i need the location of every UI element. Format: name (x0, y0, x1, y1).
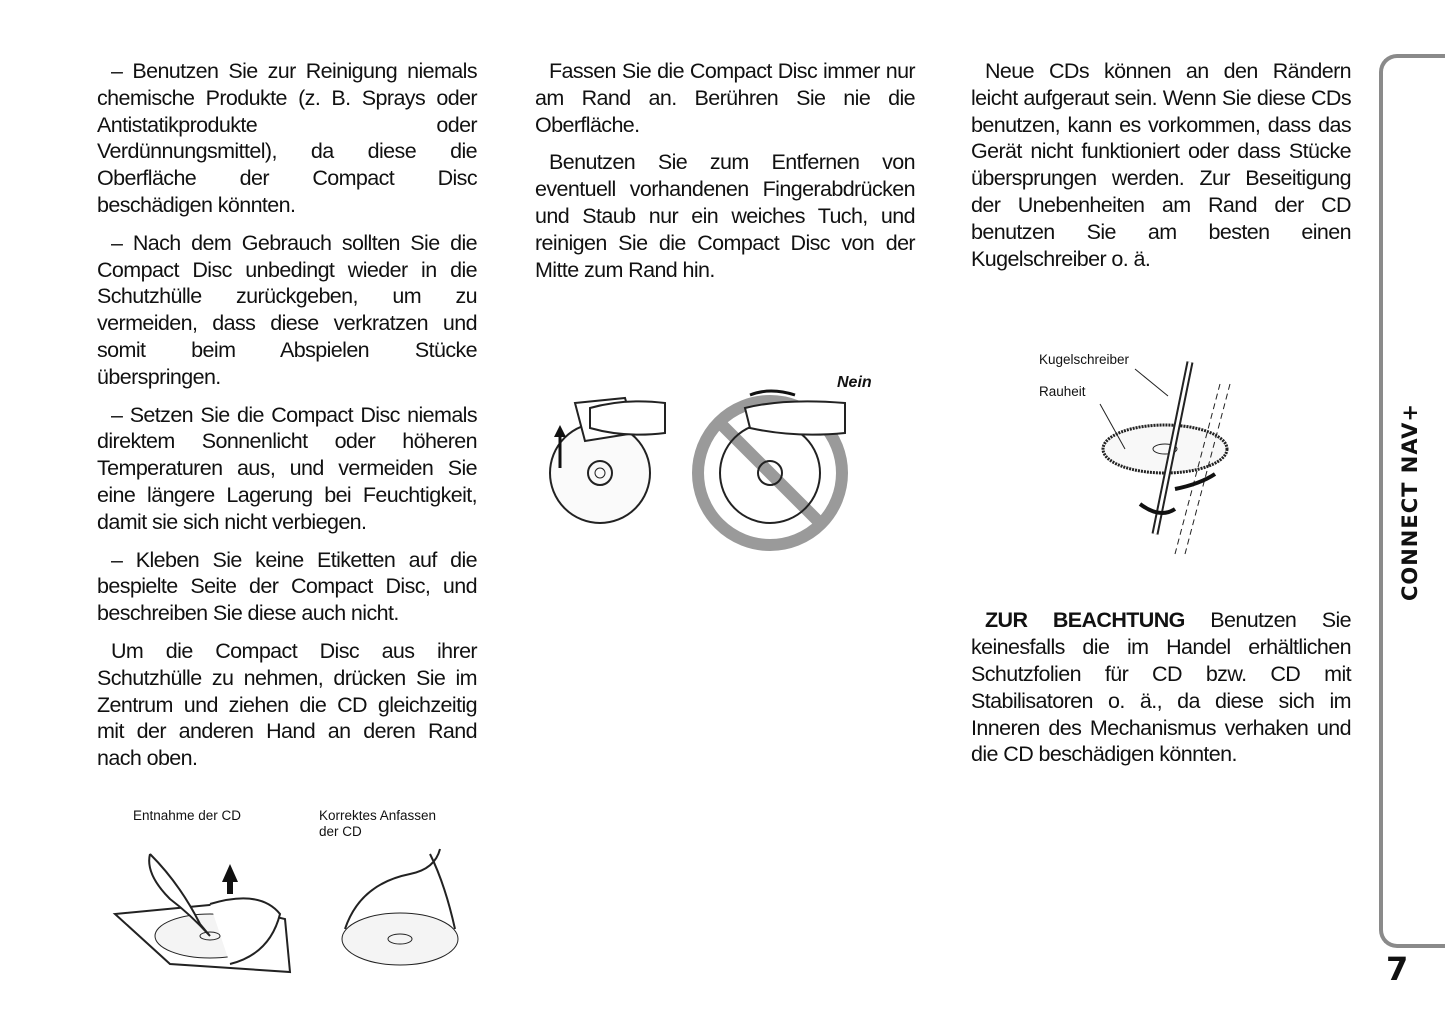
cd-removal-illustration (110, 844, 480, 978)
column-right (971, 58, 1351, 768)
figure-label-no: Nein (837, 374, 872, 392)
cd-removal-figure (97, 808, 477, 978)
cd-pen-illustration (1090, 354, 1250, 564)
paragraph: – Setzen Sie die Compact Disc niemals direktem Sonnenlicht oder höheren Temperaturen aus, und vermeiden Sie eine längere Lagerung bei Feuchtigkeit, damit sie sich nicht verbiegen. (97, 402, 477, 534)
paragraph: Um die Compact Disc aus ihrer Schutzhülle zu nehmen, drücken Sie im Zentrum und ziehen die CD gleichzeitig mit der anderen Hand an deren Rand nach oben. (97, 638, 477, 771)
note-text: Benutzen Sie keinesfalls die im Handel erhältlichen Schutzfolien für CD bzw. CD mit Stabilisatoren o. ä., da diese sich im Inneren des Mechanismus verhaken und die CD beschädigen könnten. (971, 608, 1352, 767)
column-middle (535, 58, 915, 563)
paragraph: Benutzen Sie zum Entfernen von eventuell vorhandenen Fingerabdrücken und Staub nur ein weiches Tuch, und reinigen Sie die Compact Disc von der Mitte zum Rand hin. (535, 150, 915, 282)
column-left (97, 58, 477, 978)
figure-label-roughness: Rauheit (1039, 384, 1086, 400)
figure-label-pen: Kugelschreiber (1039, 352, 1130, 368)
figure-label-holding: Korrektes Anfassen der CD (319, 807, 437, 839)
cd-cleaning-illustration (545, 373, 885, 553)
paragraph: – Benutzen Sie zur Reinigung niemals chemische Produkte (z. B. Sprays oder Antistatikprodukte oder Verdünnungsmittel), da diese die Oberfläche der Compact Disc beschädigen könnten. (97, 59, 477, 217)
paragraph: Neue CDs können an den Rändern leicht aufgeraut sein. Wenn Sie diese CDs benutzen, kann es vorkommen, dass das Gerät nicht funktioniert oder dass Stücke übersprungen werden. Zur Beseitigung der Unebenheiten am Rand der CD benutzen Sie am besten einen Kugelschreiber o. ä. (971, 59, 1351, 271)
cd-cleaning-figure (535, 373, 915, 563)
page-number: 7 (1386, 950, 1409, 988)
note-title: ZUR BEACHTUNG (985, 608, 1185, 633)
paragraph: Fassen Sie die Compact Disc immer nur am Rand an. Berühren Sie nie die Oberfläche. (535, 59, 915, 137)
figure-label-removal: Entnahme der CD (133, 807, 242, 823)
paragraph: – Nach dem Gebrauch sollten Sie die Compact Disc unbedingt wieder in die Schutzhülle zurückgeben, um zu vermeiden, dass diese verkratzen und somit beim Abspielen Stücke überspringen. (97, 230, 477, 389)
paragraph: – Kleben Sie keine Etiketten auf die bespielte Seite der Compact Disc, und beschreiben Sie diese auch nicht. (97, 547, 477, 626)
note-paragraph (971, 607, 1351, 768)
section-tab-label: CONNECT NAV+ (1398, 402, 1422, 602)
cd-pen-figure (971, 352, 1351, 567)
